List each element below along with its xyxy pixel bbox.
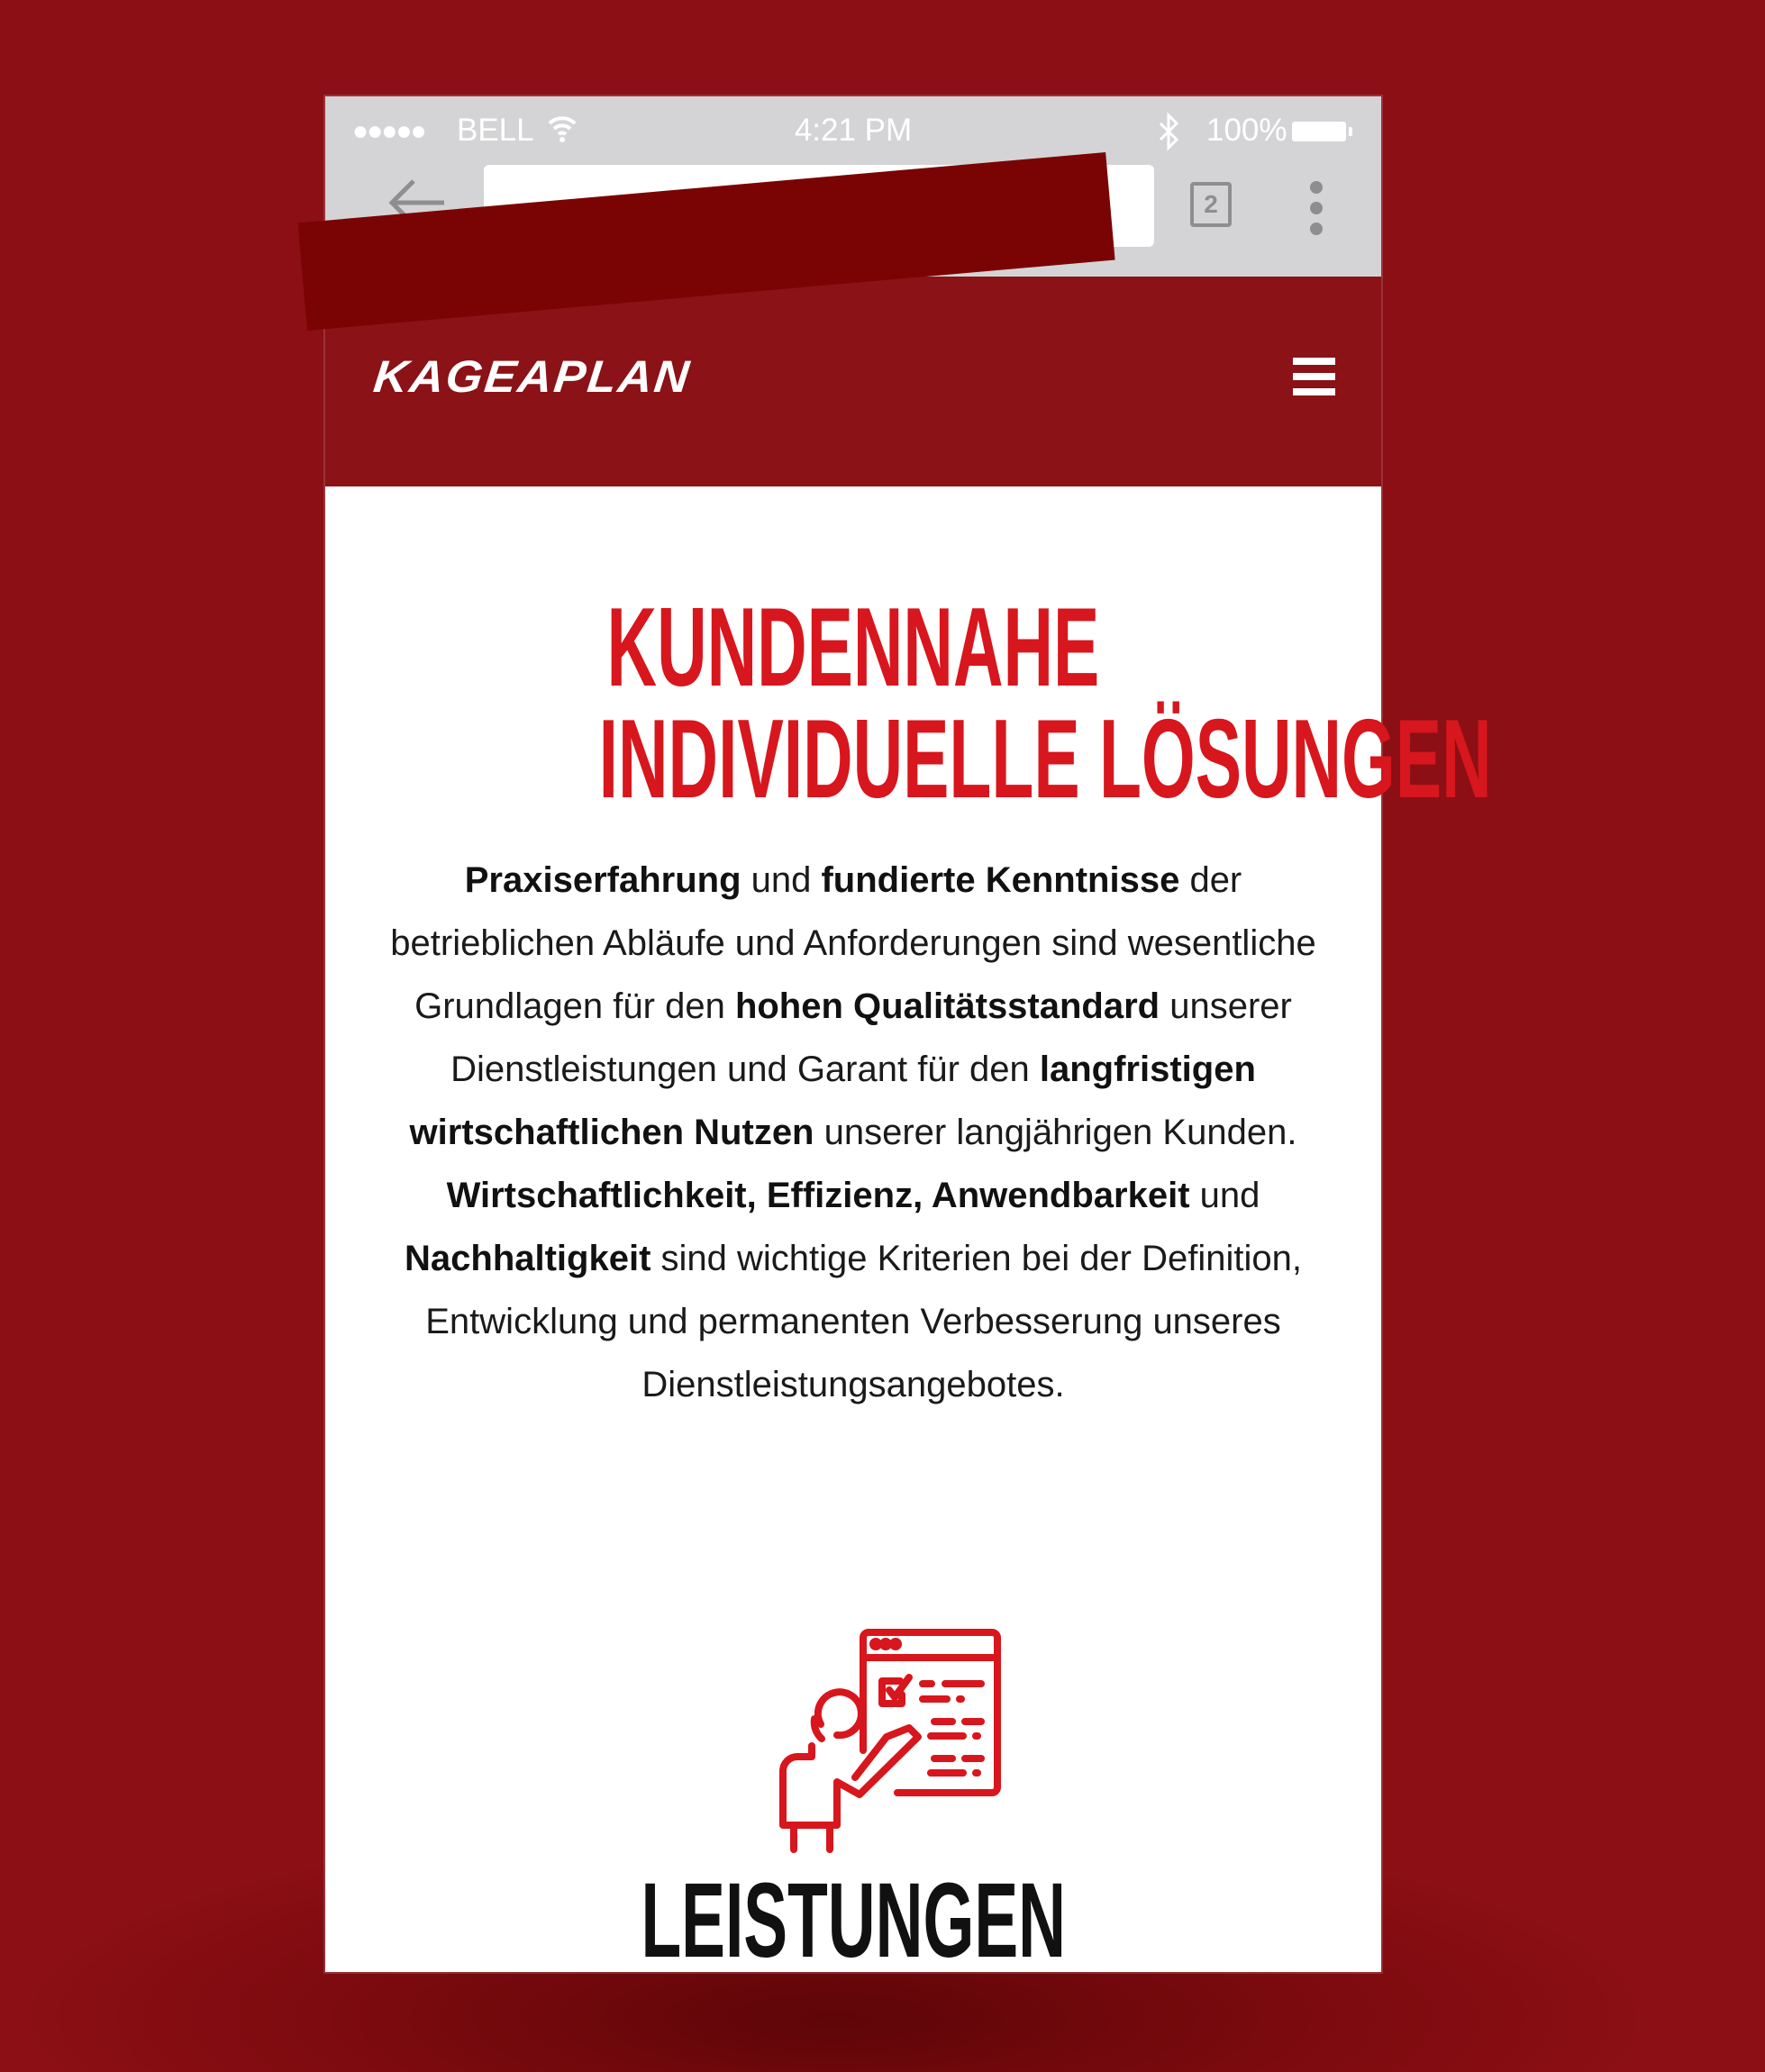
text: sind wichtige Kriterien bei der Definition, Entwicklung und permanenten Verbesserung unseres Dienstleistungsangebotes. xyxy=(425,1239,1302,1404)
hero-title-line1: KUNDENNAHE xyxy=(606,586,1100,710)
text: und xyxy=(1189,1176,1260,1215)
site-logo[interactable]: KAGEAPLAN xyxy=(370,351,694,402)
hero-paragraph xyxy=(358,849,1349,1416)
hero-title-line2: INDIVIDUELLE LÖSUNGEN xyxy=(598,697,1492,822)
text: unserer Dienstleistungen und Garant für den xyxy=(450,986,1292,1089)
section-title-text: LEISTUNGEN xyxy=(641,1861,1066,1980)
section-title xyxy=(325,1861,1381,1980)
presentation-checklist-icon xyxy=(740,1602,1028,1872)
hamburger-menu-icon[interactable] xyxy=(1293,358,1335,404)
text: und xyxy=(741,860,822,900)
text: der betrieblichen Abläufe und Anforderungen sind wesentliche Grundlagen für den xyxy=(390,860,1316,1026)
bluetooth-icon xyxy=(1157,113,1180,159)
text-bold: langfristigen wirtschaftlichen Nutzen xyxy=(409,1050,1256,1152)
tab-switcher-button[interactable]: 2 xyxy=(1190,182,1232,227)
more-menu-icon[interactable] xyxy=(1310,181,1323,243)
text-bold: Wirtschaftlichkeit, Effizienz, Anwendbarkeit xyxy=(446,1176,1190,1215)
text: unserer langjährigen Kunden. xyxy=(814,1113,1297,1152)
clock: 4:21 PM xyxy=(794,113,913,148)
text-bold: Praxiserfahrung xyxy=(464,860,741,900)
signal-icon: ●●●●● xyxy=(352,116,425,146)
status-bar xyxy=(325,113,1381,149)
site-header xyxy=(325,277,1381,486)
text-bold: Nachhaltigkeit xyxy=(405,1239,651,1278)
battery-icon xyxy=(1292,122,1346,141)
carrier-label: BELL xyxy=(457,113,534,148)
text-bold: fundierte Kenntnisse xyxy=(821,860,1180,900)
battery-percent: 100% xyxy=(1206,113,1287,148)
hero-title xyxy=(325,586,1492,822)
text-bold: hohen Qualitätsstandard xyxy=(734,986,1160,1026)
phone-frame xyxy=(325,96,1492,1980)
